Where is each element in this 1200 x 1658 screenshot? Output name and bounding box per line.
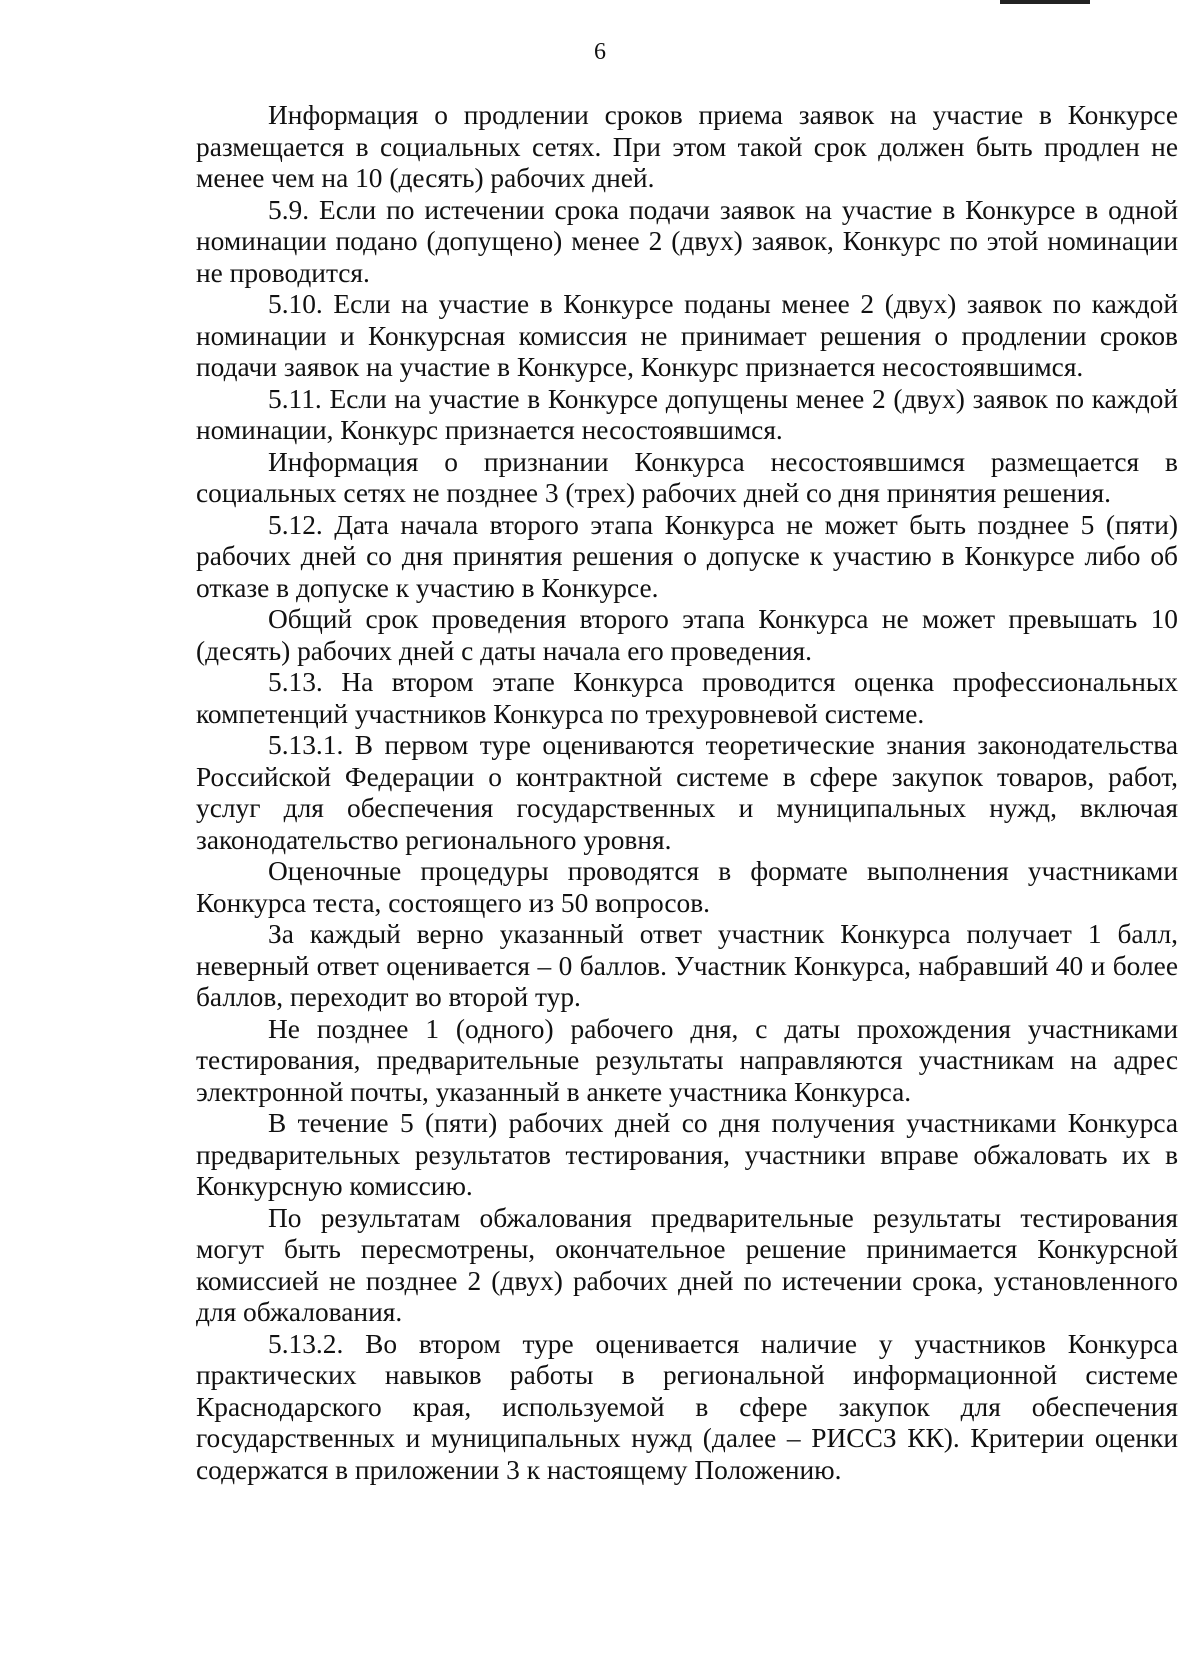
- paragraph-scoring: За каждый верно указанный ответ участник Конкурса получает 1 балл, неверный ответ оценивается – 0 баллов. Участник Конкурса, набравший 40 и более баллов, переходит во второй тур.: [196, 919, 1178, 1012]
- paragraph-appeal-results: По результатам обжалования предварительные результаты тестирования могут быть пересмотрены, окончательное решение принимается Конкурсной комиссией не позднее 2 (двух) рабочих дней по истечении срока, установленного для обжалования.: [196, 1202, 1178, 1327]
- document-body: [196, 100, 1178, 1486]
- paragraph-info-failed: Информация о признании Конкурса несостоявшимся размещается в социальных сетях не позднее 3 (трех) рабочих дней со дня принятия решения.: [196, 446, 1178, 508]
- scan-artifact-line: [1000, 0, 1090, 4]
- paragraph-5-13-2: 5.13.2. Во втором туре оценивается наличие у участников Конкурса практических навыков работы в региональной информационной системе Краснодарского края, используемой в сфере закупок для обеспечения государственных и муниципальных нужд (далее – РИССЗ КК). Критерии оценки содержатся в приложении 3 к настоящему Положению.: [196, 1328, 1178, 1485]
- paragraph-5-13: 5.13. На втором этапе Конкурса проводится оценка профессиональных компетенций участников Конкурса по трехуровневой системе.: [196, 667, 1178, 729]
- paragraph-appeal-period: В течение 5 (пяти) рабочих дней со дня получения участниками Конкурса предварительных результатов тестирования, участники вправе обжаловать их в Конкурсную комиссию.: [196, 1108, 1178, 1201]
- paragraph-info-extension: Информация о продлении сроков приема заявок на участие в Конкурсе размещается в социальных сетях. При этом такой срок должен быть продлен не менее чем на 10 (десять) рабочих дней.: [196, 100, 1178, 193]
- paragraph-5-10: 5.10. Если на участие в Конкурсе поданы менее 2 (двух) заявок по каждой номинации и Конкурсная комиссия не принимает решения о продлении сроков подачи заявок на участие в Конкурсе, Конкурс признается несостоявшимся.: [196, 289, 1178, 382]
- paragraph-preliminary-results: Не позднее 1 (одного) рабочего дня, с даты прохождения участниками тестирования, предварительные результаты направляются участникам на адрес электронной почты, указанный в анкете участника Конкурса.: [196, 1013, 1178, 1107]
- paragraph-test-format: Оценочные процедуры проводятся в формате выполнения участниками Конкурса теста, состоящего из 50 вопросов.: [196, 856, 1178, 918]
- paragraph-5-13-1: 5.13.1. В первом туре оцениваются теоретические знания законодательства Российской Федерации о контрактной системе в сфере закупок товаров, работ, услуг для обеспечения государственных и муниципальных нужд, включая законодательство регионального уровня.: [196, 730, 1178, 855]
- page-number: 6: [594, 39, 606, 65]
- paragraph-stage-duration: Общий срок проведения второго этапа Конкурса не может превышать 10 (десять) рабочих дней с даты начала его проведения.: [196, 604, 1178, 666]
- paragraph-5-11: 5.11. Если на участие в Конкурсе допущены менее 2 (двух) заявок по каждой номинации, Конкурс признается несостоявшимся.: [196, 383, 1178, 445]
- paragraph-5-12: 5.12. Дата начала второго этапа Конкурса не может быть позднее 5 (пяти) рабочих дней со дня принятия решения о допуске к участию в Конкурсе либо об отказе в допуске к участию в Конкурсе.: [196, 509, 1178, 603]
- paragraph-5-9: 5.9. Если по истечении срока подачи заявок на участие в Конкурсе в одной номинации подано (допущено) менее 2 (двух) заявок, Конкурс по этой номинации не проводится.: [196, 194, 1178, 288]
